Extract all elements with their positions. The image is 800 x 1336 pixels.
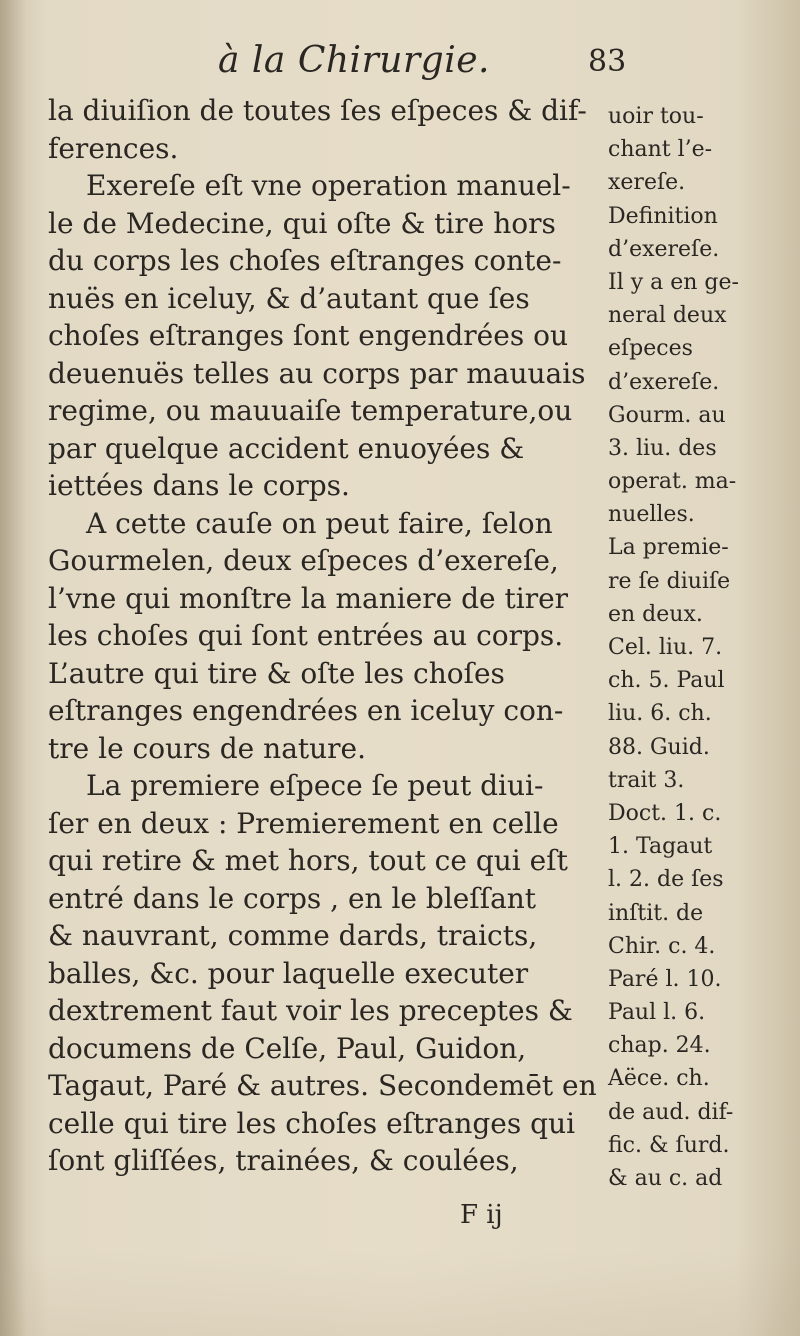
margin-note-line: Definition <box>608 203 718 229</box>
margin-note-line: eſpeces <box>608 336 693 362</box>
text-line: Gourmelen, deux eſpeces d’exereſe, <box>48 544 559 577</box>
text-line: le de Medecine, qui oſte & tire hors <box>48 206 556 240</box>
margin-note-line: re ſe diuiſe <box>608 568 731 594</box>
text-line: regime, ou mauuaiſe temperature,ou <box>48 394 573 427</box>
text-line: L’autre qui tire & oſte les choſes <box>48 656 505 690</box>
signature-mark: F ij <box>460 1200 503 1230</box>
text-line: du corps les choſes eſtranges conte- <box>48 244 562 277</box>
margin-note-line: La premie- <box>608 535 729 561</box>
margin-note-line: Cel. liu. 7. <box>608 635 723 660</box>
margin-note-line: Chir. c. 4. <box>608 933 716 959</box>
page-number: 83 <box>588 44 627 79</box>
margin-note-line: 1. Tagaut <box>608 834 713 860</box>
binding-shadow <box>0 0 26 1336</box>
text-line: par quelque accident enuoyées & <box>48 431 525 465</box>
margin-note-line: Doct. 1. c. <box>608 800 722 826</box>
text-line: l’vne qui monſtre la maniere de tirer <box>48 581 569 615</box>
text-line: tre le cours de nature. <box>48 731 367 765</box>
margin-note-line: & au c. ad <box>608 1166 723 1191</box>
margin-note-line: nuelles. <box>608 502 695 528</box>
margin-note-line: Paul l. 6. <box>608 1000 706 1026</box>
margin-note-line: Aëce. ch. <box>608 1066 710 1092</box>
margin-note-line: uoir tou- <box>608 104 704 129</box>
margin-note-line: chap. 24. <box>608 1033 711 1059</box>
margin-note-line: de aud. dif- <box>608 1099 734 1125</box>
text-line: entré dans le corps , en le bleſſant <box>48 881 537 915</box>
margin-note-line: liu. 6. ch. <box>608 701 712 727</box>
text-line: qui retire & met hors, tout ce qui eſt <box>48 844 568 877</box>
text-line: deuenuës telles au corps par mauuais <box>48 356 586 390</box>
margin-note-line: d’exereſe. <box>608 236 720 262</box>
margin-note-line: operat. ma- <box>608 469 737 495</box>
marginal-notes <box>608 100 793 1195</box>
text-line: Tagaut, Paré & autres. Secondemēt en <box>48 1069 597 1102</box>
margin-note-line: ch. 5. Paul <box>608 668 725 694</box>
margin-note-line: inſtit. de <box>608 900 704 926</box>
text-line: nuës en iceluy, & d’autant que ſes <box>48 281 530 315</box>
running-title: à la Chirurgie. <box>218 40 490 81</box>
text-line: balles, &c. pour laquelle executer <box>48 956 529 990</box>
text-line: ſont gliſſées, trainées, & coulées, <box>48 1144 519 1177</box>
main-text-block <box>48 92 618 1180</box>
margin-note-line: en deux. <box>608 601 703 627</box>
text-line: La premiere eſpece ſe peut diui- <box>86 769 544 802</box>
text-line: choſes eſtranges ſont engendrées ou <box>48 319 568 352</box>
text-line: Exereſe eſt vne operation manuel- <box>86 169 571 202</box>
margin-note-line: d’exereſe. <box>608 369 720 395</box>
margin-note-line: fic. & ſurd. <box>608 1132 730 1158</box>
margin-note-line: Il y a en ge- <box>608 269 739 295</box>
text-line: & nauvrant, comme dards, traicts, <box>48 919 538 952</box>
margin-note-line: trait 3. <box>608 767 685 793</box>
margin-note-line: Paré l. 10. <box>608 966 722 992</box>
text-line: documens de Celſe, Paul, Guidon, <box>48 1031 527 1065</box>
margin-note-line: Gourm. au <box>608 402 726 428</box>
page-bottom-margin <box>0 1250 800 1336</box>
text-line: A cette cauſe on peut faire, ſelon <box>86 506 553 540</box>
margin-note-line: neral deux <box>608 303 727 329</box>
text-line: iettées dans le corps. <box>48 469 350 502</box>
margin-note-line: chant l’e- <box>608 137 713 163</box>
margin-note-line: l. 2. de ſes <box>608 867 724 893</box>
margin-note-line: xereſe. <box>608 170 686 196</box>
text-line: eſtranges engendrées en iceluy con- <box>48 694 564 727</box>
text-line: ſer en deux : Premierement en celle <box>48 806 559 840</box>
text-line: ferences. <box>48 131 179 165</box>
margin-note-line: 3. liu. des <box>608 435 717 461</box>
text-line: dextrement faut voir les preceptes & <box>48 994 573 1027</box>
text-line: la diuiſion de toutes ſes eſpeces & dif- <box>48 94 587 127</box>
text-line: les choſes qui ſont entrées au corps. <box>48 619 564 652</box>
text-line: celle qui tire les choſes eſtranges qui <box>48 1106 576 1140</box>
margin-note-line: 88. Guid. <box>608 734 710 760</box>
